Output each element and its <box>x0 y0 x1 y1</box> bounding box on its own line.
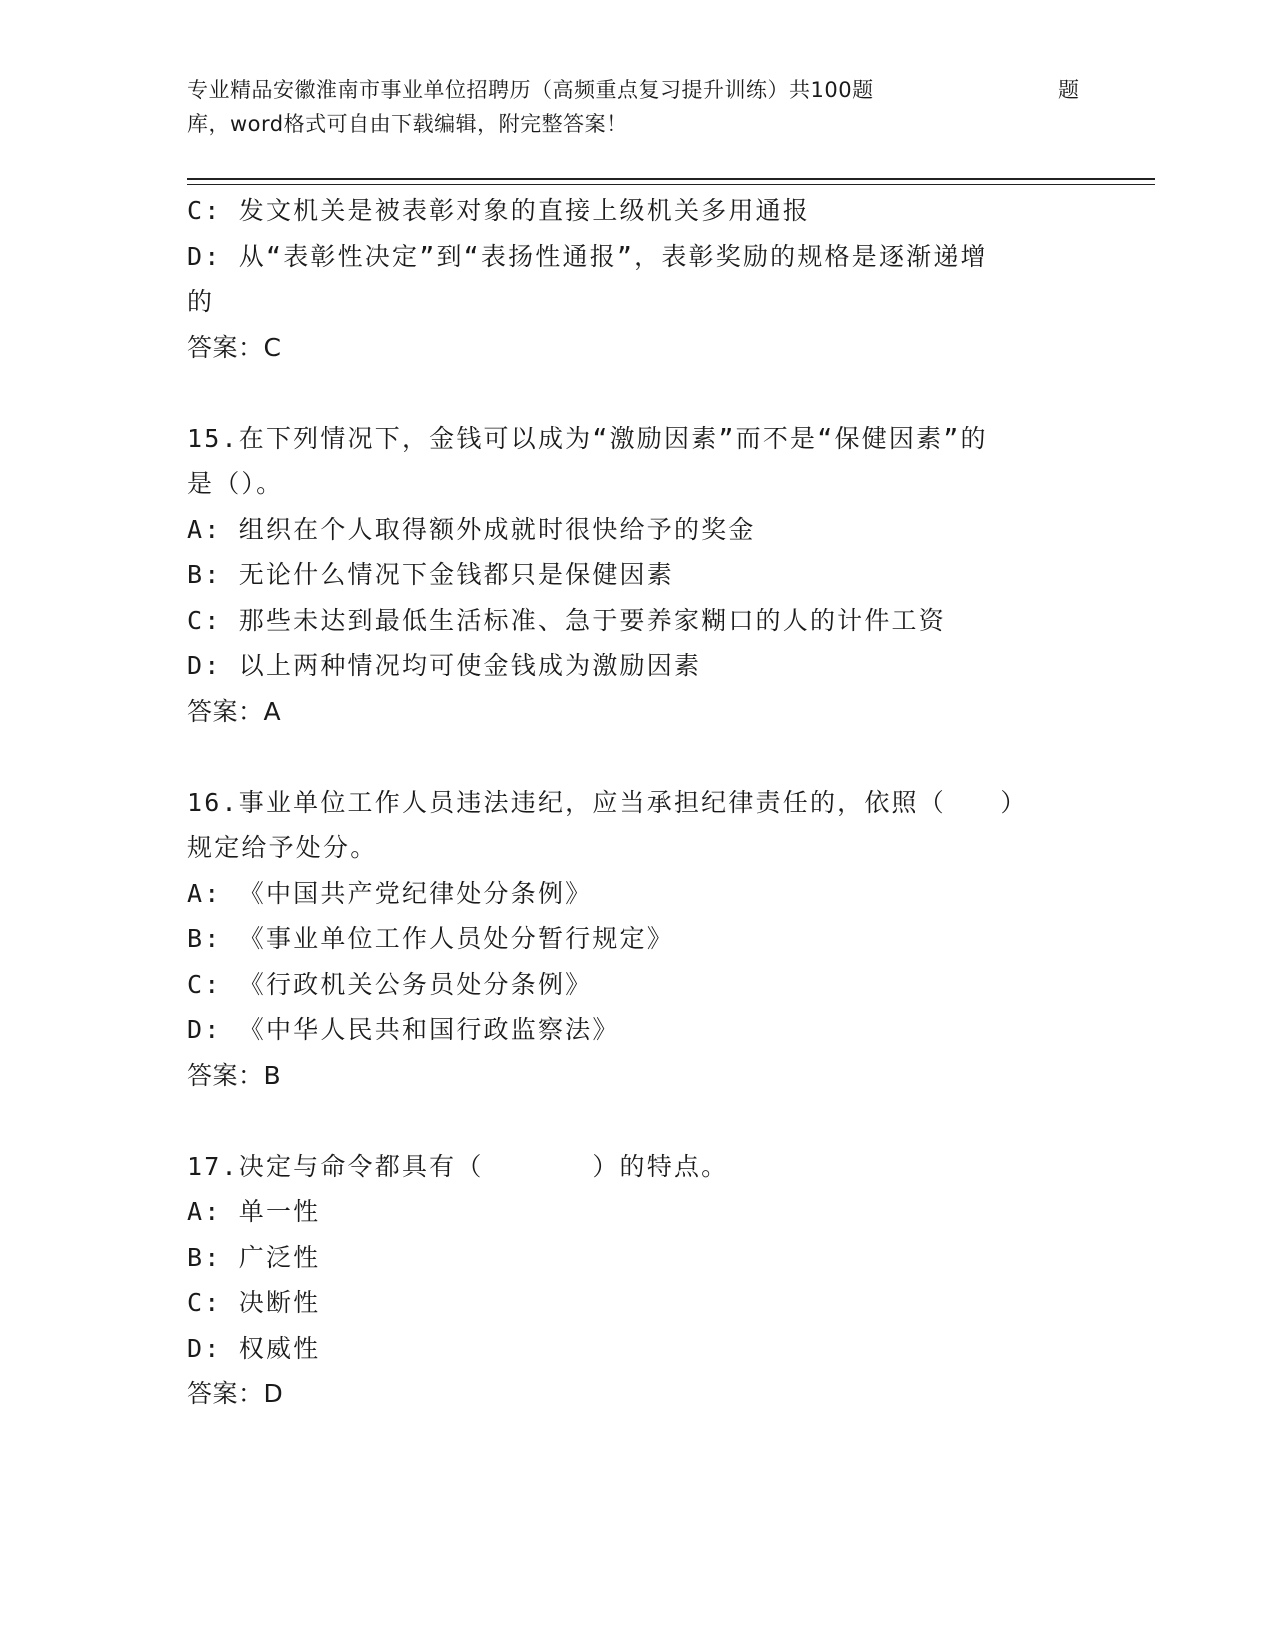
question-stem: 15.在下列情况下，金钱可以成为“激励因素”而不是“保健因素”的 <box>187 423 988 453</box>
answer-line: 答案：C <box>187 332 282 362</box>
option-a: A: 《中国共产党纪律处分条例》 <box>187 878 593 908</box>
spacer <box>187 1098 1087 1144</box>
question-stem: 16.事业单位工作人员违法违纪，应当承担纪律责任的，依照（ ） <box>187 787 1028 817</box>
question-block-16 <box>187 780 1087 1099</box>
header-title-line-2: 库，word格式可自由下载编辑，附完整答案！ <box>187 112 628 136</box>
spacer <box>187 734 1087 780</box>
option-c: C: 发文机关是被表彰对象的直接上级机关多用通报 <box>187 196 810 225</box>
header-title-line-1: 专业精品安徽淮南市事业单位招聘历（高频重点复习提升训练）共100题 <box>187 78 874 102</box>
option-d-continued: 的 <box>187 287 215 316</box>
question-block-15 <box>187 416 1087 735</box>
option-b: B: 《事业单位工作人员处分暂行规定》 <box>187 924 674 953</box>
question-list <box>187 188 1087 1417</box>
question-stem: 17.决定与命令都具有（ ）的特点。 <box>187 1151 729 1181</box>
option-d: D: 权威性 <box>187 1333 321 1363</box>
option-d: D: 从“表彰性决定”到“表扬性通报”，表彰奖励的规格是逐渐递增 <box>187 241 988 271</box>
option-d: D: 《中华人民共和国行政监察法》 <box>187 1015 620 1044</box>
option-c: C: 那些未达到最低生活标准、急于要养家糊口的人的计件工资 <box>187 605 946 635</box>
header-title-line-1-end: 题 <box>1058 78 1079 102</box>
answer-line: 答案：B <box>187 1060 282 1090</box>
option-c: C: 决断性 <box>187 1288 321 1317</box>
option-b: B: 广泛性 <box>187 1242 321 1272</box>
option-c: C: 《行政机关公务员处分条例》 <box>187 969 593 999</box>
document-header <box>187 73 1087 141</box>
question-stem-continued: 是（）。 <box>187 469 284 498</box>
option-a: A: 单一性 <box>187 1197 321 1226</box>
answer-line: 答案：D <box>187 1379 284 1408</box>
question-block-17 <box>187 1144 1087 1417</box>
question-block-previous <box>187 188 1087 370</box>
option-a: A: 组织在个人取得额外成就时很快给予的奖金 <box>187 514 756 544</box>
header-divider-thin <box>187 184 1155 185</box>
header-divider-thick <box>187 178 1155 180</box>
option-d: D: 以上两种情况均可使金钱成为激励因素 <box>187 651 702 680</box>
option-b: B: 无论什么情况下金钱都只是保健因素 <box>187 560 674 589</box>
spacer <box>187 370 1087 416</box>
question-stem-continued: 规定给予处分。 <box>187 833 378 862</box>
answer-line: 答案：A <box>187 696 282 726</box>
